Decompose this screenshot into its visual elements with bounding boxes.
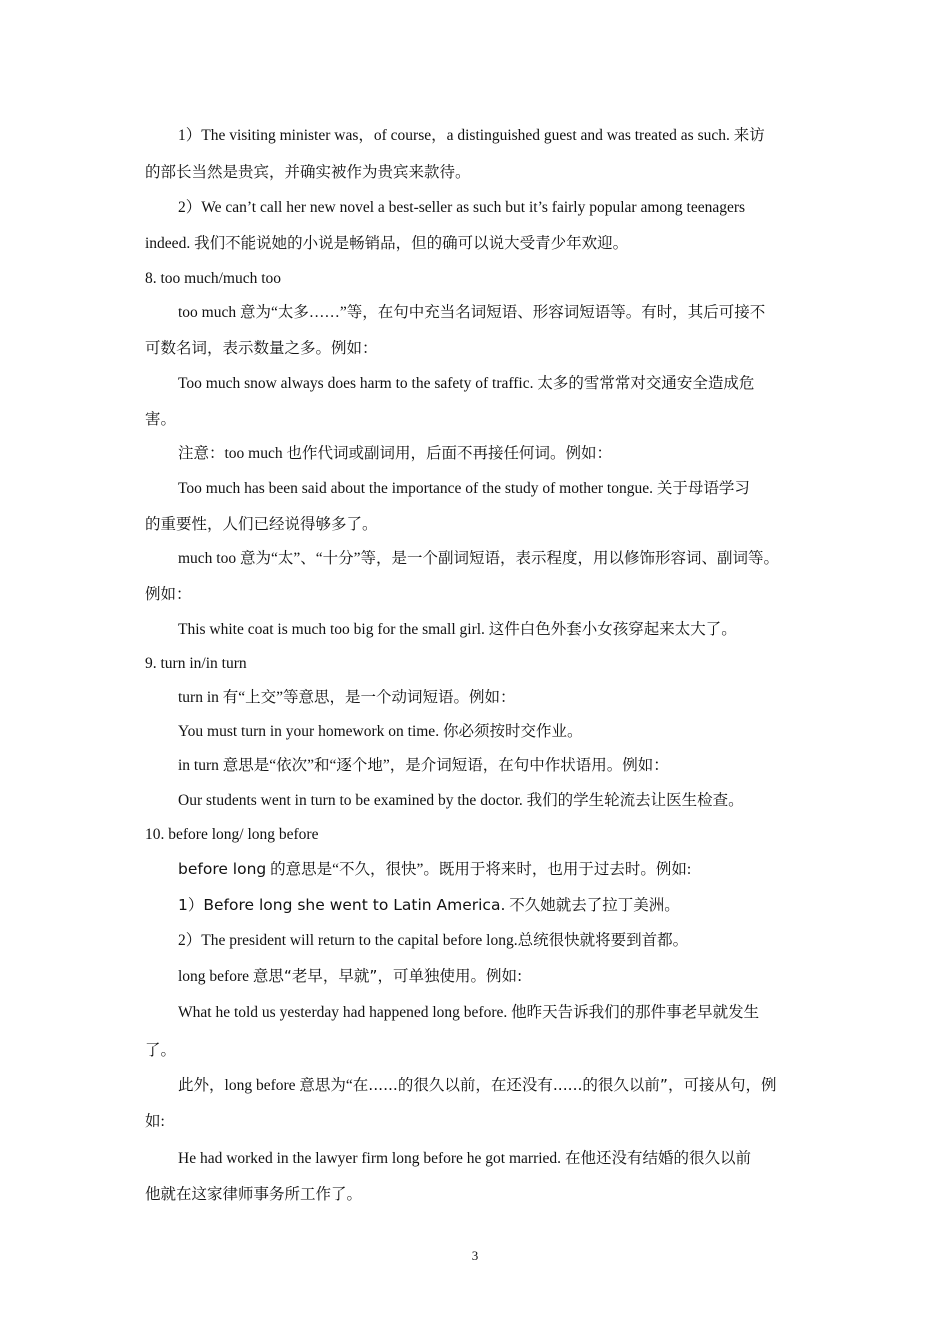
section-heading: 9. turn in/in turn	[145, 655, 247, 672]
body-paragraph: 例如：	[145, 586, 192, 603]
example-sentence: Too much has been said about the importance of the study of mother tongue. 关于母语学习	[178, 480, 750, 497]
term-text: long before 意思为“	[224, 1077, 353, 1094]
body-paragraph: turn in 有“上交”等意思，是一个动词短语。例如：	[178, 689, 516, 706]
lead-text: 此外，	[178, 1076, 225, 1094]
section-heading: 10. before long/ long before	[145, 826, 319, 843]
chinese-text: 在他还没有结婚的很久以前	[564, 1149, 751, 1167]
body-paragraph: 可数名词，表示数量之多。例如：	[145, 340, 378, 357]
example-sentence: Too much snow always does harm to the safety of traffic. 太多的雪常常对交通安全造成危	[178, 375, 755, 392]
example-sentence: 害。	[145, 411, 177, 428]
body-paragraph: too much 意为“太多……”等，在句中充当名词短语、形容词短语等。有时，其后可接不	[178, 304, 766, 321]
note-paragraph: 注意：too much 也作代词或副词用，后面不再接任何词。例如：	[178, 445, 612, 462]
section-heading: 8. too much/much too	[145, 270, 282, 287]
body-paragraph: 如:	[145, 1113, 165, 1130]
example-sentence	[178, 1148, 810, 1169]
body-paragraph: much too 意为“太”、“十分”等，是一个副词短语，表示程度，用以修饰形容词、副词等。	[178, 550, 780, 567]
definition-text: 在......的很久以前，在还没有......的很久以前”，可接从句，例	[352, 1076, 777, 1094]
term-text: long before 意思	[178, 968, 284, 985]
example-sentence: 1）The visiting minister was，of course，a distinguished guest and was treated as such. 来访	[178, 127, 765, 144]
example-sentence: You must turn in your homework on time. 你必须按时交作业。	[178, 723, 583, 740]
example-sentence	[178, 895, 810, 916]
english-text: What he told us yesterday had happened long before.	[178, 1004, 512, 1021]
example-sentence: 2）The president will return to the capital before long.总统很快就将要到首都。	[178, 932, 689, 949]
body-paragraph	[178, 1075, 810, 1096]
definition-text: 的意思是“不久，很快”。既用于将来时，也用于过去时。例如:	[266, 861, 692, 878]
chinese-text: 他昨天告诉我们的那件事老早就发生	[511, 1003, 760, 1021]
example-sentence: Our students went in turn to be examined by the doctor. 我们的学生轮流去让医生检查。	[178, 792, 744, 809]
example-sentence: 的重要性，人们已经说得够多了。	[145, 516, 378, 533]
example-sentence: 的部长当然是贵宾，并确实被作为贵宾来款待。	[145, 164, 471, 181]
example-sentence: 2）We can’t call her new novel a best-seller as such but it’s fairly popular among teenagers	[178, 199, 746, 216]
body-paragraph	[178, 859, 810, 880]
example-sentence: indeed. 我们不能说她的小说是畅销品，但的确可以说大受青少年欢迎。	[145, 235, 629, 252]
example-sentence: This white coat is much too big for the small girl. 这件白色外套小女孩穿起来太大了。	[178, 621, 737, 638]
english-text: He had worked in the lawyer firm long before he got married.	[178, 1150, 565, 1167]
example-sentence: 他就在这家律师事务所工作了。	[145, 1185, 363, 1203]
definition-text: “老早，早就”，可单独使用。例如:	[283, 967, 523, 985]
page-number: 3	[471, 1248, 479, 1263]
example-sentence: 了。	[145, 1041, 177, 1059]
chinese-text: 不久她就去了拉丁美洲。	[505, 897, 680, 914]
body-paragraph: in turn 意思是“依次”和“逐个地”，是介词短语，在句中作状语用。例如：	[178, 757, 669, 774]
term-text: before long	[178, 860, 267, 878]
english-text: 1）Before long she went to Latin America.	[178, 896, 506, 914]
example-sentence	[178, 1002, 810, 1023]
body-paragraph	[178, 966, 810, 987]
